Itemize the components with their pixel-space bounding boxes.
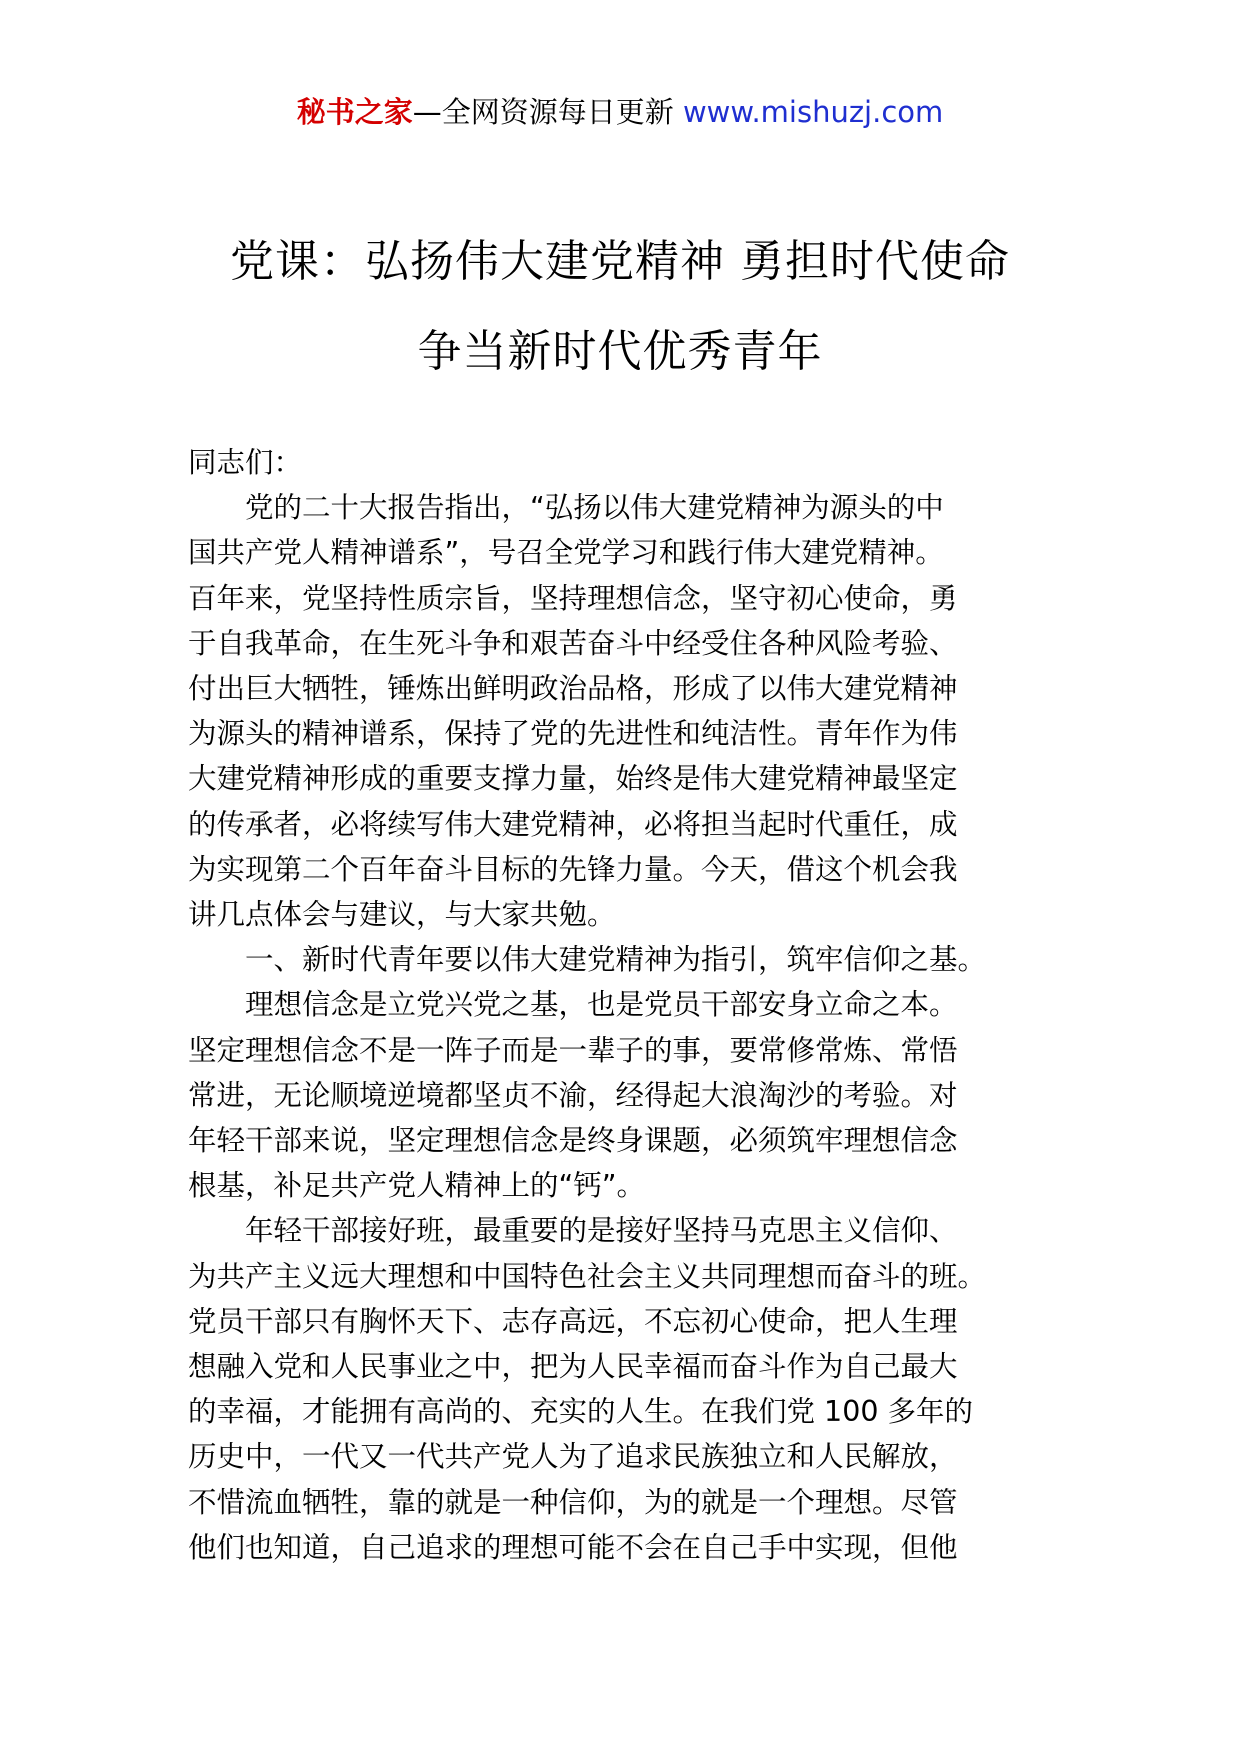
document-title-line-2: 争当新时代优秀青年 xyxy=(417,326,823,377)
page-header xyxy=(0,92,1240,132)
body-line: 为共产主义远大理想和中国特色社会主义共同理想而奋斗的班。 xyxy=(188,1259,987,1293)
body-line: 党员干部只有胸怀天下、志存高远，不忘初心使命，把人生理 xyxy=(188,1304,958,1338)
body-line: 根基，补足共产党人精神上的“钙”。 xyxy=(188,1169,646,1203)
body-line: 大建党精神形成的重要支撑力量，始终是伟大建党精神最坚定 xyxy=(188,762,958,796)
body-line: 为源头的精神谱系，保持了党的先进性和纯洁性。青年作为伟 xyxy=(188,717,958,751)
document-title-line-1: 党课：弘扬伟大建党精神 勇担时代使命 xyxy=(230,236,1010,287)
body-line: 付出巨大牺牲，锤炼出鲜明政治品格，形成了以伟大建党精神 xyxy=(188,672,958,706)
body-line: 国共产党人精神谱系”，号召全党学习和践行伟大建党精神。 xyxy=(188,536,944,570)
body-line: 党的二十大报告指出，“弘扬以伟大建党精神为源头的中 xyxy=(245,491,944,525)
body-line: 的幸福，才能拥有高尚的、充实的人生。在我们党 100 多年的 xyxy=(188,1395,974,1429)
body-line: 不惜流血牺牲，靠的就是一种信仰，为的就是一个理想。尽管 xyxy=(188,1485,958,1519)
document-body xyxy=(188,440,1068,1570)
brand-name: 秘书之家 xyxy=(296,95,413,129)
body-line: 为实现第二个百年奋斗目标的先锋力量。今天，借这个机会我 xyxy=(188,852,958,886)
body-line: 年轻干部接好班，最重要的是接好坚持马克思主义信仰、 xyxy=(245,1214,958,1248)
salutation: 同志们： xyxy=(188,446,303,479)
body-line: 常进，无论顺境逆境都坚贞不渝，经得起大浪淘沙的考验。对 xyxy=(188,1078,958,1112)
body-line: 历史中，一代又一代共产党人为了追求民族独立和人民解放， xyxy=(188,1440,958,1474)
body-line: 年轻干部来说，坚定理想信念是终身课题，必须筑牢理想信念 xyxy=(188,1124,958,1158)
body-line: 讲几点体会与建议，与大家共勉。 xyxy=(188,898,616,932)
site-url-link[interactable]: www.mishuzj.com xyxy=(682,95,944,129)
body-line: 想融入党和人民事业之中，把为人民幸福而奋斗作为自己最大 xyxy=(188,1350,958,1384)
body-line: 百年来，党坚持性质宗旨，坚持理想信念，坚守初心使命，勇 xyxy=(188,581,958,615)
body-line: 的传承者，必将续写伟大建党精神，必将担当起时代重任，成 xyxy=(188,807,958,841)
body-line: 于自我革命，在生死斗争和艰苦奋斗中经受住各种风险考验、 xyxy=(188,626,958,660)
section-heading: 一、新时代青年要以伟大建党精神为指引，筑牢信仰之基。 xyxy=(245,943,987,977)
body-line: 理想信念是立党兴党之基，也是党员干部安身立命之本。 xyxy=(245,988,958,1022)
header-tagline: —全网资源每日更新 xyxy=(412,95,683,129)
body-line: 坚定理想信念不是一阵子而是一辈子的事，要常修常炼、常悟 xyxy=(188,1033,958,1067)
body-line: 他们也知道，自己追求的理想可能不会在自己手中实现，但他 xyxy=(188,1530,958,1564)
